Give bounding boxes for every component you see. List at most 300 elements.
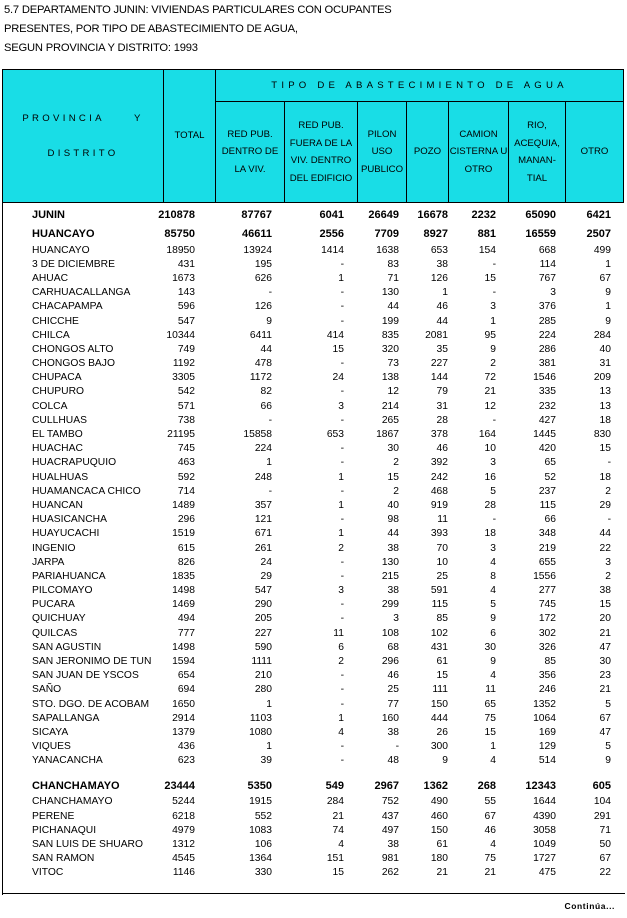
row-cell-2: - (340, 698, 344, 710)
row-cell-2: - (340, 287, 344, 299)
row-cell-4: 38 (436, 258, 448, 270)
row-cell-7: 9 (605, 315, 611, 327)
row-cell-6: 12343 (525, 779, 556, 792)
row-cell-1: 248 (254, 471, 272, 483)
row-cell-4: 150 (430, 698, 448, 710)
row-cell-5: 5 (490, 485, 496, 497)
row-cell-6: 326 (538, 641, 556, 653)
row-cell-7: 50 (599, 838, 611, 850)
row-cell-3: 199 (381, 315, 399, 327)
table-row (0, 315, 627, 329)
row-cell-2: - (340, 358, 344, 370)
table-bottom-border (2, 893, 625, 894)
row-cell-6: 745 (538, 599, 556, 611)
row-cell-5: 9 (490, 343, 496, 355)
table-row (0, 329, 627, 343)
row-total: 463 (177, 457, 195, 469)
row-cell-3: 2 (393, 485, 399, 497)
table-row (0, 726, 627, 740)
table-row (0, 471, 627, 485)
row-total: 592 (177, 471, 195, 483)
row-cell-7: 21 (599, 627, 611, 639)
row-total: 826 (177, 556, 195, 568)
row-cell-1: 13924 (243, 244, 272, 256)
table-row (0, 612, 627, 626)
row-cell-6: 52 (544, 471, 556, 483)
row-cell-5: 164 (478, 429, 496, 441)
row-cell-2: 1 (338, 499, 344, 511)
row-cell-1: 126 (254, 301, 272, 313)
row-cell-2: 4 (338, 838, 344, 850)
row-cell-4: 15 (436, 670, 448, 682)
row-cell-2: - (340, 258, 344, 270)
table-row (0, 627, 627, 641)
row-cell-3: 71 (387, 272, 399, 284)
row-cell-3: 1867 (376, 429, 399, 441)
row-total: 494 (177, 613, 195, 625)
table-row (0, 570, 627, 584)
row-cell-4: 85 (436, 613, 448, 625)
row-cell-1: 39 (260, 755, 272, 767)
table-row (0, 485, 627, 499)
row-cell-7: 23 (599, 670, 611, 682)
row-cell-3: 83 (387, 258, 399, 270)
row-district-name: SAN RAMON (32, 853, 95, 865)
table-row (0, 683, 627, 697)
row-cell-6: 219 (538, 542, 556, 554)
row-cell-5: 9 (490, 613, 496, 625)
row-district-name: CHUPURO (32, 386, 85, 398)
row-cell-6: 66 (544, 514, 556, 526)
row-cell-6: 169 (538, 726, 556, 738)
row-cell-1: 87767 (241, 209, 272, 221)
row-district-name: QUICHUAY (32, 613, 86, 625)
row-cell-7: 15 (599, 599, 611, 611)
row-cell-3: 3 (393, 613, 399, 625)
row-district-name: SAPALLANGA (32, 712, 100, 724)
row-cell-6: 286 (538, 343, 556, 355)
row-cell-4: 378 (430, 429, 448, 441)
row-cell-5: 2232 (471, 209, 496, 221)
row-total: 431 (177, 258, 195, 270)
row-cell-4: 46 (436, 443, 448, 455)
row-cell-1: 106 (254, 838, 272, 850)
row-cell-2: 549 (325, 779, 344, 792)
table-row (0, 258, 627, 272)
row-cell-7: 47 (599, 641, 611, 653)
row-cell-6: 16559 (525, 227, 556, 240)
row-district-name: PARIAHUANCA (32, 570, 106, 582)
row-cell-3: 38 (387, 585, 399, 597)
row-district-name: CHANCHAMAYO (32, 779, 120, 792)
row-cell-7: 6421 (586, 209, 611, 221)
row-cell-1: 1083 (249, 824, 272, 836)
row-cell-5: 3 (490, 301, 496, 313)
row-cell-6: 427 (538, 414, 556, 426)
row-cell-5: 15 (484, 726, 496, 738)
row-cell-3: 7709 (374, 227, 399, 240)
row-cell-4: 180 (430, 853, 448, 865)
row-cell-6: 232 (538, 400, 556, 412)
row-cell-5: 8 (490, 570, 496, 582)
row-cell-4: 102 (430, 627, 448, 639)
row-total: 749 (177, 343, 195, 355)
row-cell-4: 1 (442, 287, 448, 299)
row-cell-1: 330 (254, 867, 272, 879)
row-cell-3: 38 (387, 726, 399, 738)
title-line-3: SEGUN PROVINCIA Y DISTRITO: 1993 (4, 42, 198, 54)
row-cell-7: 71 (599, 824, 611, 836)
row-cell-3: 262 (381, 867, 399, 879)
table-row (0, 810, 627, 824)
row-cell-4: 35 (436, 343, 448, 355)
table-row (0, 712, 627, 726)
row-cell-1: 590 (254, 641, 272, 653)
row-district-name: SAN JERONIMO DE TUN (32, 656, 152, 668)
row-cell-1: 29 (260, 570, 272, 582)
row-cell-5: 16 (484, 471, 496, 483)
row-cell-5: 268 (477, 779, 496, 792)
row-cell-4: 460 (430, 810, 448, 822)
row-cell-3: 25 (387, 684, 399, 696)
row-total: 542 (177, 386, 195, 398)
row-cell-2: 3 (338, 400, 344, 412)
row-total: 5244 (172, 796, 195, 808)
row-cell-1: 552 (254, 810, 272, 822)
row-cell-2: 1 (338, 528, 344, 540)
row-cell-2: - (340, 570, 344, 582)
row-district-name: HUACHAC (32, 443, 83, 455)
table-row (0, 428, 627, 442)
table-row (0, 740, 627, 754)
table-row (0, 400, 627, 414)
row-district-name: CHANCHAMAYO (32, 796, 113, 808)
row-cell-7: 5 (605, 698, 611, 710)
row-cell-2: 2 (338, 656, 344, 668)
row-cell-5: 154 (478, 244, 496, 256)
row-cell-6: 475 (538, 867, 556, 879)
row-cell-7: 1 (605, 258, 611, 270)
row-cell-7: 209 (593, 372, 611, 384)
row-cell-6: 1546 (533, 372, 556, 384)
row-total: 738 (177, 414, 195, 426)
row-cell-4: 919 (430, 499, 448, 511)
row-cell-4: 300 (430, 741, 448, 753)
row-cell-6: 172 (538, 613, 556, 625)
row-cell-6: 514 (538, 755, 556, 767)
row-cell-1: 1172 (249, 372, 272, 384)
row-total: 143 (177, 287, 195, 299)
table-row (0, 584, 627, 598)
row-cell-2: - (340, 457, 344, 469)
row-cell-6: 1644 (533, 796, 556, 808)
row-cell-3: 44 (387, 528, 399, 540)
row-district-name: 3 DE DICIEMBRE (32, 258, 115, 270)
row-cell-7: 38 (599, 585, 611, 597)
row-cell-3: 12 (387, 386, 399, 398)
row-total: 21195 (167, 429, 195, 441)
row-cell-7: 29 (599, 499, 611, 511)
row-cell-1: 15858 (243, 429, 272, 441)
row-cell-2: - (340, 755, 344, 767)
row-cell-2: 6 (338, 641, 344, 653)
row-cell-4: 61 (436, 838, 448, 850)
row-cell-7: 18 (599, 471, 611, 483)
table-row (0, 456, 627, 470)
row-cell-7: 830 (593, 429, 611, 441)
row-cell-4: 61 (436, 656, 448, 668)
row-cell-4: 9 (442, 755, 448, 767)
row-cell-2: - (340, 613, 344, 625)
row-cell-4: 392 (430, 457, 448, 469)
row-cell-7: 2 (605, 485, 611, 497)
row-district-name: COLCA (32, 400, 68, 412)
row-cell-7: 291 (593, 810, 611, 822)
row-cell-3: 265 (381, 414, 399, 426)
row-cell-2: 15 (332, 343, 344, 355)
table-body (0, 206, 627, 880)
row-cell-4: 26 (436, 726, 448, 738)
row-total: 777 (177, 627, 195, 639)
row-cell-1: - (268, 287, 272, 299)
table-row (0, 852, 627, 866)
row-cell-6: 85 (544, 656, 556, 668)
header-red-pub-fuera: RED PUB. FUERA DE LA VIV. DENTRO DEL EDIFICIO (284, 102, 357, 202)
row-cell-7: 67 (599, 712, 611, 724)
row-cell-5: - (492, 414, 496, 426)
row-district-name: VIQUES (32, 741, 71, 753)
header-pozo: POZO (406, 102, 448, 202)
row-cell-1: 626 (254, 272, 272, 284)
row-district-name: SAN AGUSTIN (32, 641, 102, 653)
row-cell-5: 15 (484, 272, 496, 284)
row-cell-7: 44 (599, 528, 611, 540)
row-cell-1: 205 (254, 613, 272, 625)
row-cell-4: 8927 (423, 227, 448, 240)
row-cell-2: - (340, 315, 344, 327)
row-district-name: HUANCAYO (32, 244, 90, 256)
header-total: TOTAL (163, 70, 215, 202)
header-camion-cisterna: CAMION CISTERNA U OTRO (448, 102, 508, 202)
row-cell-4: 25 (436, 570, 448, 582)
row-total: 714 (177, 485, 195, 497)
row-cell-3: 299 (381, 599, 399, 611)
table-title (4, 1, 392, 58)
row-cell-4: 653 (430, 244, 448, 256)
row-total: 571 (177, 400, 195, 412)
row-cell-5: 6 (490, 627, 496, 639)
row-cell-5: 65 (484, 698, 496, 710)
row-total: 615 (177, 542, 195, 554)
row-cell-2: - (340, 386, 344, 398)
row-total: 1835 (172, 570, 195, 582)
row-cell-2: 2 (338, 542, 344, 554)
row-cell-2: - (340, 741, 344, 753)
row-cell-4: 46 (436, 301, 448, 313)
row-cell-3: 130 (381, 287, 399, 299)
row-cell-4: 11 (437, 514, 448, 526)
row-cell-4: 2081 (425, 329, 448, 341)
row-cell-1: 6411 (249, 329, 272, 341)
row-cell-4: 144 (430, 372, 448, 384)
row-total: 210878 (158, 209, 195, 221)
row-cell-3: 98 (387, 514, 399, 526)
row-cell-6: 246 (538, 684, 556, 696)
table-row (0, 795, 627, 809)
row-cell-1: 1 (266, 457, 272, 469)
row-cell-5: 4 (490, 670, 496, 682)
row-cell-6: 348 (538, 528, 556, 540)
row-cell-2: 15 (332, 867, 344, 879)
row-cell-7: 18 (599, 414, 611, 426)
row-total: 745 (177, 443, 195, 455)
row-total: 436 (177, 741, 195, 753)
row-cell-6: 3058 (533, 824, 556, 836)
table-header (2, 69, 624, 203)
table-row (0, 641, 627, 655)
row-cell-4: 150 (430, 824, 448, 836)
row-cell-2: 1 (338, 272, 344, 284)
row-district-name: CULLHUAS (32, 414, 87, 426)
table-row (0, 542, 627, 556)
row-cell-2: - (340, 556, 344, 568)
row-district-name: STO. DGO. DE ACOBAM (32, 698, 150, 710)
row-total: 2914 (172, 712, 195, 724)
row-cell-3: 48 (387, 755, 399, 767)
row-cell-3: 835 (381, 329, 399, 341)
row-cell-7: 3 (605, 556, 611, 568)
row-cell-4: 28 (436, 414, 448, 426)
row-cell-7: 20 (599, 613, 611, 625)
row-cell-4: 70 (436, 542, 448, 554)
row-cell-5: 28 (484, 499, 496, 511)
row-cell-2: - (340, 684, 344, 696)
table-row (0, 272, 627, 286)
row-total: 1192 (172, 358, 195, 370)
row-cell-3: 2 (393, 457, 399, 469)
row-cell-2: - (340, 443, 344, 455)
row-cell-5: 4 (490, 585, 496, 597)
row-cell-4: 468 (430, 485, 448, 497)
row-cell-5: 4 (490, 838, 496, 850)
row-district-name: QUILCAS (32, 627, 78, 639)
row-cell-4: 490 (430, 796, 448, 808)
row-cell-1: 1080 (249, 726, 272, 738)
table-row (0, 655, 627, 669)
row-total: 6218 (172, 810, 195, 822)
row-cell-5: 881 (477, 227, 496, 240)
row-cell-2: - (340, 599, 344, 611)
row-cell-7: 31 (599, 358, 611, 370)
row-cell-2: 11 (333, 627, 344, 639)
row-cell-2: 284 (326, 796, 344, 808)
row-cell-4: 393 (430, 528, 448, 540)
table-row (0, 866, 627, 880)
row-cell-6: 129 (538, 741, 556, 753)
row-cell-3: 68 (387, 641, 399, 653)
row-cell-2: 4 (338, 726, 344, 738)
header-otro: OTRO (565, 102, 623, 202)
row-district-name: CHUPACA (32, 372, 82, 384)
row-cell-4: 16678 (417, 209, 448, 221)
row-cell-6: 115 (539, 499, 556, 511)
row-cell-2: 2556 (319, 227, 344, 240)
row-total: 596 (177, 301, 195, 313)
table-row (0, 698, 627, 712)
row-district-name: SICAYA (32, 726, 69, 738)
row-cell-6: 668 (538, 244, 556, 256)
row-cell-1: 24 (260, 556, 272, 568)
row-cell-7: 605 (592, 779, 611, 792)
row-cell-3: 160 (381, 712, 399, 724)
row-total: 1312 (172, 838, 195, 850)
row-cell-7: 2 (605, 570, 611, 582)
row-cell-4: 44 (436, 315, 448, 327)
row-cell-1: 1364 (249, 853, 272, 865)
row-total: 694 (177, 684, 195, 696)
table-row (0, 499, 627, 513)
row-cell-1: 547 (254, 585, 272, 597)
row-district-name: CHACAPAMPA (32, 301, 103, 313)
header-pilon: PILON USO PUBLICO (357, 102, 406, 202)
row-cell-1: 1103 (249, 712, 272, 724)
row-district-name: HUALHUAS (32, 471, 89, 483)
row-total: 1379 (172, 726, 195, 738)
row-district-name: SAÑO (32, 684, 62, 696)
row-cell-5: 30 (484, 641, 496, 653)
table-row (0, 385, 627, 399)
row-cell-6: 335 (538, 386, 556, 398)
row-district-name: SAN JUAN DE YSCOS (32, 670, 139, 682)
row-cell-1: 261 (254, 542, 272, 554)
row-cell-7: 67 (599, 272, 611, 284)
table-row (0, 343, 627, 357)
row-district-name: PICHANAQUI (32, 824, 97, 836)
row-total: 296 (177, 514, 195, 526)
row-cell-7: 2507 (586, 227, 611, 240)
row-cell-5: 10 (484, 443, 496, 455)
row-cell-3: 1638 (376, 244, 399, 256)
row-cell-5: - (492, 287, 496, 299)
row-cell-5: 18 (484, 528, 496, 540)
row-cell-6: 237 (538, 485, 556, 497)
row-cell-5: 4 (490, 755, 496, 767)
row-district-name: SAN LUIS DE SHUARO (32, 838, 144, 850)
row-cell-7: - (607, 514, 611, 526)
row-cell-3: 77 (387, 698, 399, 710)
row-cell-3: 437 (381, 810, 399, 822)
row-cell-1: 121 (254, 514, 272, 526)
row-cell-7: 1 (605, 301, 611, 313)
row-total: 23444 (164, 779, 195, 792)
row-cell-6: 381 (538, 358, 556, 370)
header-tipo-abastecimiento: TIPO DE ABASTECIMIENTO DE AGUA (215, 70, 623, 102)
row-total: 1673 (172, 272, 195, 284)
row-cell-3: 30 (387, 443, 399, 455)
row-cell-1: 280 (254, 684, 272, 696)
row-cell-5: 5 (490, 599, 496, 611)
row-cell-1: 66 (260, 400, 272, 412)
row-cell-7: 104 (593, 796, 611, 808)
row-total: 623 (177, 755, 195, 767)
row-district-name: VITOC (32, 867, 64, 879)
table-row (0, 300, 627, 314)
row-district-name: JARPA (32, 556, 65, 568)
row-district-name: CHILCA (32, 329, 70, 341)
title-line-1: 5.7 DEPARTAMENTO JUNIN: VIVIENDAS PARTICULARES CON OCUPANTES (4, 4, 392, 16)
table-row (0, 414, 627, 428)
header-distrito-label: DISTRITO (47, 148, 119, 159)
